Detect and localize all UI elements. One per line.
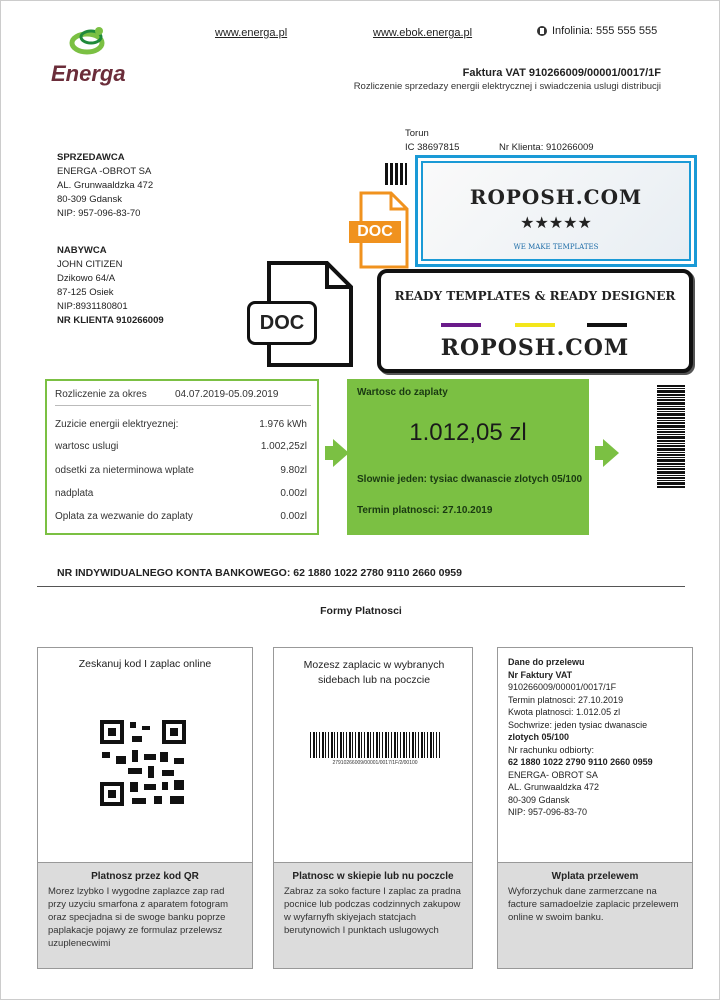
payment-label: Wartosc do zaplaty xyxy=(357,387,448,398)
divider xyxy=(37,586,685,587)
transfer-line: zlotych 05/100 xyxy=(508,732,570,742)
banner-site: ROPOSH.COM xyxy=(440,335,630,361)
transfer-line: NIP: 957-096-83-70 xyxy=(508,807,588,817)
panel-footer xyxy=(498,862,692,968)
row-value: 0.00zl xyxy=(280,511,307,522)
period-label: Rozliczenie za okres xyxy=(55,389,147,400)
transfer-line: AL. Grunwaaldzka 472 xyxy=(508,782,600,792)
row-label: odsetki za nieterminowa wplate xyxy=(55,465,194,476)
footer-title: Platnosc w skiepie lub nu poczcle xyxy=(292,871,454,882)
transfer-line: Termin platnosci: 27.10.2019 xyxy=(508,694,624,705)
banner-line: READY TEMPLATES & READY DESIGNER xyxy=(394,289,676,303)
panel-title: Mozesz zaplacic w wybranych sidebach lub na poczcie xyxy=(303,659,445,686)
city: Torun xyxy=(405,128,429,139)
client-number: Nr Klienta: 910266009 xyxy=(499,142,594,153)
qr-code-icon xyxy=(98,718,188,808)
row-label: nadplata xyxy=(55,488,94,499)
row-value: 9.80zl xyxy=(280,465,307,476)
row-label: wartosc uslugi xyxy=(55,441,119,452)
transfer-line: Sochwrize: jeden tysiac dwanascie xyxy=(508,719,648,730)
purple-stripe xyxy=(441,323,481,327)
qr-panel xyxy=(37,647,253,969)
arrow-right-icon xyxy=(325,439,349,467)
ic-number: IC 38697815 xyxy=(405,142,460,153)
hotline xyxy=(536,25,657,37)
buyer-line: 87-125 Osiek xyxy=(57,287,114,298)
watermark-site: ROPOSH.COM xyxy=(469,185,643,209)
panel-title: Zeskanuj kod I zaplac online xyxy=(78,658,212,670)
barcode-icon xyxy=(310,732,440,758)
footer-text: Wyforzychuk dane zarmerzcane na facture samadoelzie zaplacic przelewem online w swoim banku. xyxy=(508,886,679,923)
transfer-line: 910266009/00001/0017/1F xyxy=(508,682,617,692)
shop-panel xyxy=(273,647,473,969)
arrow-right-icon xyxy=(595,439,619,467)
black-stripe xyxy=(587,323,627,327)
transfer-line: Nr Faktury VAT xyxy=(508,669,573,680)
hotline-text: Infolinia: 555 555 555 xyxy=(552,25,658,37)
footer-title: Platnosz przez kod QR xyxy=(91,871,199,882)
doc-black-icon xyxy=(245,261,355,369)
invoice-subtitle: Rozliczenie sprzedazy energii elektrycznej i swiadczenia uslugi distribucji xyxy=(353,81,661,92)
transfer-panel xyxy=(497,647,693,969)
transfer-line: 80-309 Gdansk xyxy=(508,794,570,805)
invoice-title: Faktura VAT 910266009/00001/0017/1F xyxy=(462,67,661,79)
footer-text: Morez lzybko I wygodne zaplazce zap rad przy uzyciu smarfona z aparatem fotogram oraz specjadna si de swoge banku poprze paplakacje pojawy ze formulaz przelewsz uzuplenecwimi xyxy=(48,886,229,949)
settlement-box xyxy=(45,379,319,535)
buyer-client-number: NR KLIENTA 910266009 xyxy=(57,315,164,326)
seller-heading: SPRZEDAWCA xyxy=(57,152,125,163)
panel-footer xyxy=(38,862,252,968)
panel-footer xyxy=(274,862,472,968)
transfer-line: Kwota platnosci: 1.012.05 zl xyxy=(508,707,621,717)
seller-line: NIP: 957-096-83-70 xyxy=(57,208,141,219)
seller-line: ENERGA -OBROT SA xyxy=(57,166,152,177)
transfer-line: Nr rachunku odbiorty: xyxy=(508,744,595,755)
phone-icon xyxy=(536,25,548,37)
payment-words: Slownie jeden: tysiac dwanascie zlotych 05/100 xyxy=(357,474,583,485)
brand-name: Energa xyxy=(51,61,126,86)
small-qr-icon xyxy=(385,163,407,185)
payment-box xyxy=(347,379,589,535)
payment-amount: 1.012,05 zl xyxy=(409,419,527,446)
account-line: NR INDYWIDUALNEGO KONTA BANKOWEGO: 62 1880 1022 2780 9110 2660 0959 xyxy=(57,567,462,579)
row-value: 0.00zl xyxy=(280,488,307,499)
period-value: 04.07.2019-05.09.2019 xyxy=(175,389,279,400)
footer-title: Wplata przelewem xyxy=(551,871,639,882)
transfer-line: ENERGA- OBROT SA xyxy=(508,769,598,780)
barcode-icon xyxy=(657,385,685,489)
buyer-line: JOHN CITIZEN xyxy=(57,259,123,270)
seller-line: 80-309 Gdansk xyxy=(57,194,122,205)
barcode-caption: 27910266009/00001/0017/1F/2/00100 xyxy=(332,760,418,766)
yellow-stripe xyxy=(515,323,555,327)
transfer-line: Dane do przelewu xyxy=(508,657,585,667)
row-label: Oplata za wezwanie do zaplaty xyxy=(55,511,193,522)
transfer-details xyxy=(508,656,688,819)
watermark-banner xyxy=(377,269,693,373)
footer-text: Zabraz za soko facture I zaplac za pradna pocnice lub podczas codzinnych zakupow w wyfarnyfh skiyejach statcjach berutynowich I punktach uslugowych xyxy=(284,886,461,936)
doc-orange-icon xyxy=(347,191,409,269)
energa-logo-icon xyxy=(69,23,109,59)
buyer-line: Dzikowo 64/A xyxy=(57,273,116,284)
watermark-box xyxy=(415,155,697,267)
transfer-line: 62 1880 1022 2790 9110 2660 0959 xyxy=(508,757,653,767)
forms-title: Formy Platnosci xyxy=(320,605,402,617)
buyer-line: NIP:8931180801 xyxy=(57,301,128,312)
row-value: 1.002,25zl xyxy=(260,441,307,452)
energa-link[interactable]: www.energa.pl xyxy=(215,27,288,39)
seller-line: AL. Grunwaaldzka 472 xyxy=(57,180,154,191)
doc-orange-label: DOC xyxy=(349,221,401,243)
doc-black-label: DOC xyxy=(247,301,317,345)
buyer-heading: NABYWCA xyxy=(57,245,107,256)
stars-icon: ★★★★★ xyxy=(520,215,592,232)
watermark-tagline: WE MAKE TEMPLATES xyxy=(513,243,599,251)
ebok-link[interactable]: www.ebok.energa.pl xyxy=(373,27,473,39)
divider xyxy=(55,405,311,406)
row-value: 1.976 kWh xyxy=(259,419,307,430)
payment-due: Termin platnosci: 27.10.2019 xyxy=(357,505,493,516)
row-label: Zuzicie energii elektryeznej: xyxy=(55,419,179,430)
